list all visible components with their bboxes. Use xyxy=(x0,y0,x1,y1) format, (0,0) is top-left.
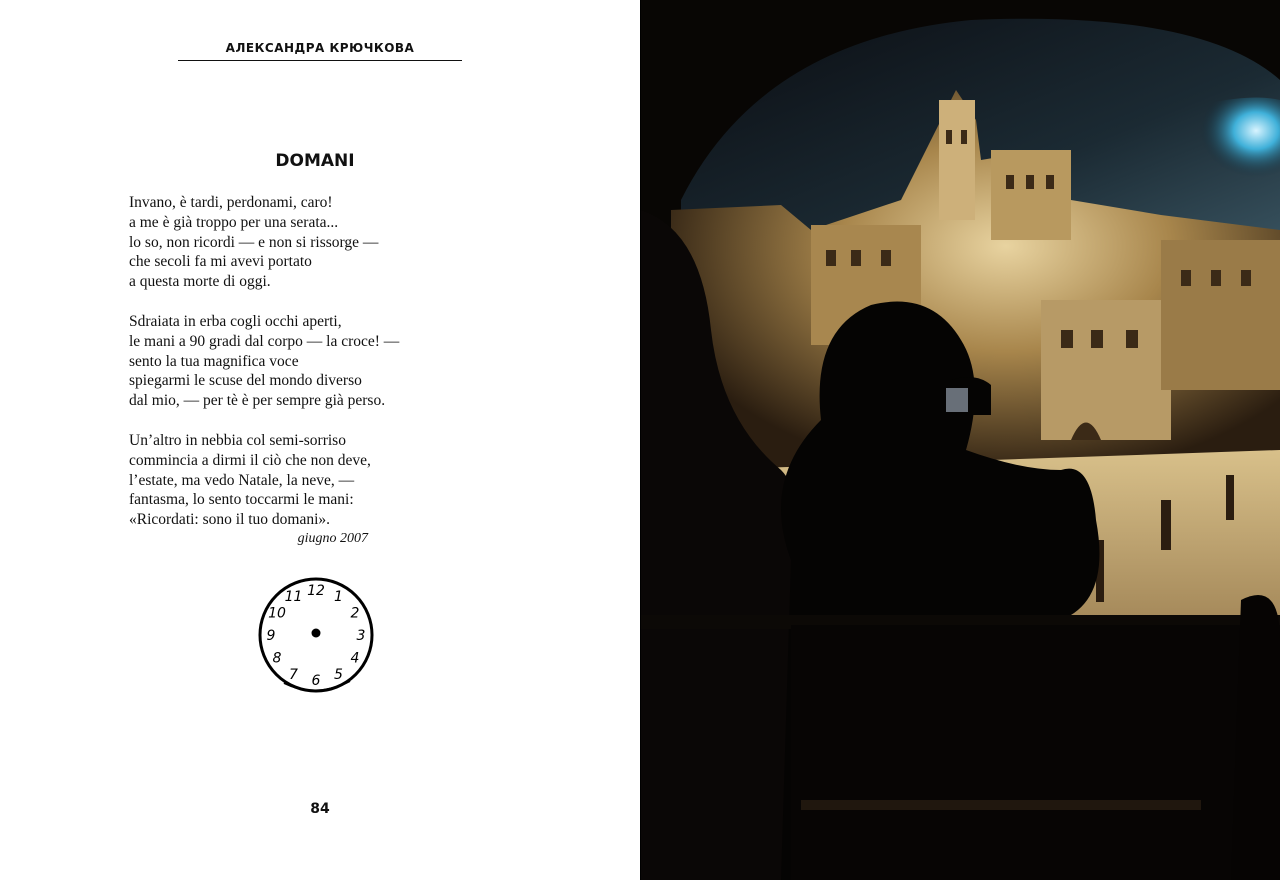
clock-numeral: 4 xyxy=(350,650,360,667)
poem-stanza-1 xyxy=(129,193,378,292)
clock-numeral: 12 xyxy=(307,583,325,599)
clock-numeral: 11 xyxy=(284,589,303,605)
poem-stanza-3 xyxy=(129,431,371,530)
poem-line: «Ricordati: sono il tuo domani». xyxy=(129,511,331,529)
clock-numeral: 1 xyxy=(334,589,343,605)
clock-numeral: 9 xyxy=(266,628,276,644)
poem-date: giugno 2007 xyxy=(297,531,368,546)
poem-line: Un’altro in nebbia col semi-sorriso xyxy=(129,432,346,449)
poem-line: lo so, non ricordi — e non si rissorge — xyxy=(129,233,379,251)
clock-numeral: 2 xyxy=(350,605,360,622)
nativity-scene-photo xyxy=(641,0,1280,880)
poem-line: che secoli fa mi avevi portato xyxy=(129,253,312,271)
clock-numeral: 3 xyxy=(356,628,366,644)
photo-page xyxy=(641,0,1280,880)
page-number: 84 xyxy=(310,801,330,817)
running-header-author: АЛЕКСАНДРА КРЮЧКОВА xyxy=(225,41,415,55)
clock-numeral: 8 xyxy=(272,650,282,667)
clock-numeral: 10 xyxy=(268,605,286,622)
clock-icon xyxy=(256,575,376,695)
poem-line: commincia a dirmi il ciò che non deve, xyxy=(129,451,371,469)
poem-line: Sdraiata in erba cogli occhi aperti, xyxy=(129,313,342,330)
poem-line: spiegarmi le scuse del mondo diverso xyxy=(129,372,362,390)
poem-line: fantasma, lo sento toccarmi le mani: xyxy=(129,491,354,509)
clock-face-illustration xyxy=(256,575,376,695)
poem-line: dal mio, — per tè è per sempre già perso. xyxy=(129,392,386,410)
poem-line: l’estate, ma vedo Natale, la neve, — xyxy=(129,471,355,489)
clock-numeral: 7 xyxy=(289,667,298,683)
clock-numeral: 6 xyxy=(311,673,321,689)
poem-line: a me è già troppo per una serata... xyxy=(129,213,339,231)
poem-stanza-2 xyxy=(129,312,399,411)
header-rule xyxy=(178,60,462,61)
poem-line: a questa morte di oggi. xyxy=(129,273,271,291)
poem-line: le mani a 90 gradi dal corpo — la croce! — xyxy=(129,332,400,350)
poem-title: DOMANI xyxy=(275,151,355,171)
poem-line: sento la tua magnifica voce xyxy=(129,352,299,370)
clock-numeral: 5 xyxy=(334,667,343,683)
poem-line: Invano, è tardi, perdonami, caro! xyxy=(129,194,333,211)
